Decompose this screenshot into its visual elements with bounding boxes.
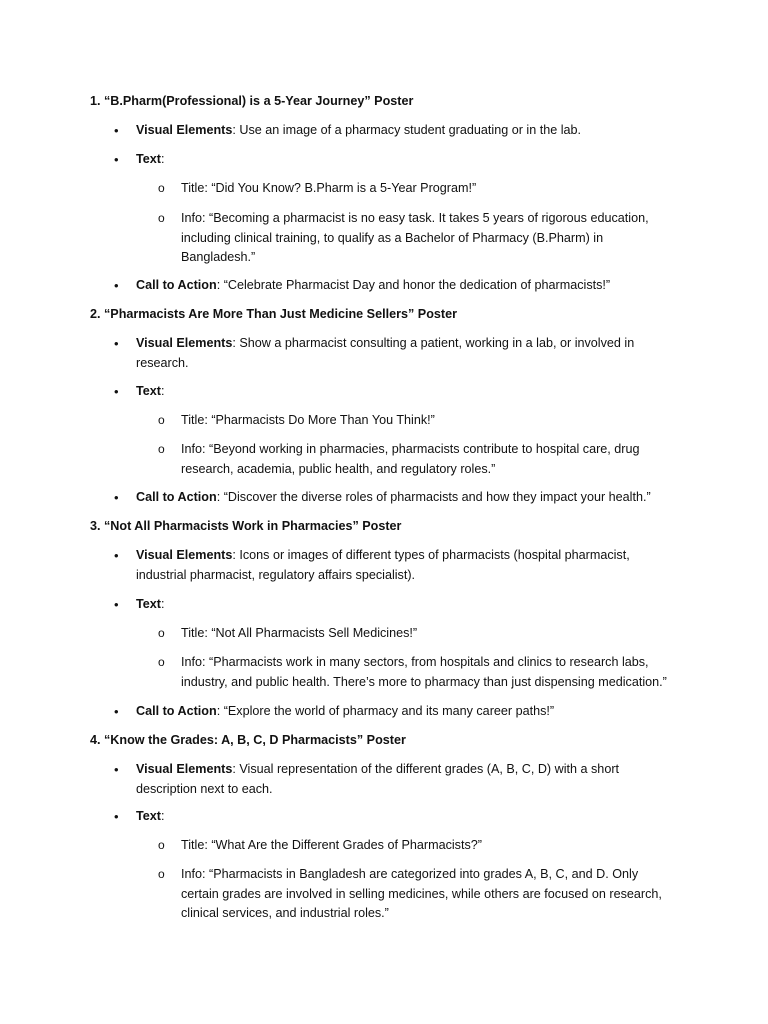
text-label: Text [136, 809, 161, 823]
sub-bullet-icon: o [158, 181, 165, 195]
bullet-icon: • [114, 597, 119, 612]
poster-info-text: Info: “Becoming a pharmacist is no easy task. It takes 5 years of rigorous education, including clinical training, to qualify as a Bachelor of Pharmacy (B.Pharm) in Bangladesh.” [181, 211, 649, 264]
poster-title-text: Title: “Not All Pharmacists Sell Medicines!” [181, 626, 418, 640]
bullet-text [136, 807, 656, 827]
visual-elements-label: Visual Elements [136, 548, 233, 562]
bullet-text [136, 150, 656, 170]
text-colon: : [160, 384, 165, 398]
bullet-text [136, 276, 656, 296]
sub-bullet-icon: o [158, 442, 165, 456]
bullet-icon: • [114, 336, 119, 351]
call-to-action-label: Call to Action [136, 278, 217, 292]
poster-title-text: Title: “Pharmacists Do More Than You Think!” [181, 413, 435, 427]
bullet-text [136, 760, 656, 799]
poster-info-text: Info: “Beyond working in pharmacies, pharmacists contribute to hospital care, drug research, academia, public health, and regulatory roles.” [181, 442, 640, 476]
bullet-icon: • [114, 548, 119, 563]
bullet-icon: • [114, 704, 119, 719]
sub-bullet-icon: o [158, 413, 165, 427]
visual-elements-text: : Icons or images of different types of pharmacists (hospital pharmacist, industrial pharmacist, regulatory affairs specialist). [136, 548, 630, 582]
sub-bullet-icon: o [158, 838, 165, 852]
poster-info-text: Info: “Pharmacists in Bangladesh are categorized into grades A, B, C, and D. Only certain grades are involved in selling medicines, while others are focused on research, clinical services, and industrial roles.” [181, 867, 662, 920]
text-colon: : [160, 809, 165, 823]
visual-elements-label: Visual Elements [136, 123, 233, 137]
bullet-icon: • [114, 762, 119, 777]
poster-title-text: Title: “Did You Know? B.Pharm is a 5-Year Program!” [181, 181, 477, 195]
section-heading-1: 1. “B.Pharm(Professional) is a 5-Year Journey” Poster [90, 94, 414, 108]
bullet-text [136, 488, 656, 508]
section-heading-2: 2. “Pharmacists Are More Than Just Medicine Sellers” Poster [90, 307, 457, 321]
sub-bullet-icon: o [158, 211, 165, 225]
bullet-text [136, 702, 656, 722]
visual-elements-text: : Use an image of a pharmacy student graduating or in the lab. [232, 123, 582, 137]
bullet-icon: • [114, 809, 119, 824]
visual-elements-label: Visual Elements [136, 336, 233, 350]
bullet-text [136, 334, 656, 373]
poster-title-text: Title: “What Are the Different Grades of Pharmacists?” [181, 838, 482, 852]
bullet-text [136, 595, 656, 615]
bullet-icon: • [114, 490, 119, 505]
sub-bullet-icon: o [158, 626, 165, 640]
bullet-icon: • [114, 278, 119, 293]
sub-bullet-icon: o [158, 867, 165, 881]
bullet-icon: • [114, 384, 119, 399]
section-heading-4: 4. “Know the Grades: A, B, C, D Pharmacists” Poster [90, 733, 406, 747]
poster-info-text: Info: “Pharmacists work in many sectors, from hospitals and clinics to research labs, industry, and public health. There’s more to pharmacy than just dispensing medication.” [181, 655, 667, 689]
text-label: Text [136, 152, 161, 166]
bullet-text [136, 546, 656, 585]
text-colon: : [160, 152, 165, 166]
visual-elements-text: : Visual representation of the different grades (A, B, C, D) with a short description next to each. [136, 762, 620, 796]
call-to-action-text: : “Explore the world of pharmacy and its many career paths!” [216, 704, 555, 718]
bullet-text [136, 121, 656, 141]
text-colon: : [160, 597, 165, 611]
text-label: Text [136, 597, 161, 611]
section-heading-3: 3. “Not All Pharmacists Work in Pharmacies” Poster [90, 519, 402, 533]
call-to-action-label: Call to Action [136, 490, 217, 504]
sub-bullet-icon: o [158, 655, 165, 669]
visual-elements-text: : Show a pharmacist consulting a patient, working in a lab, or involved in research. [136, 336, 635, 370]
bullet-icon: • [114, 152, 119, 167]
text-label: Text [136, 384, 161, 398]
call-to-action-text: : “Celebrate Pharmacist Day and honor the dedication of pharmacists!” [216, 278, 611, 292]
call-to-action-text: : “Discover the diverse roles of pharmacists and how they impact your health.” [216, 490, 651, 504]
call-to-action-label: Call to Action [136, 704, 217, 718]
visual-elements-label: Visual Elements [136, 762, 233, 776]
bullet-text [136, 382, 656, 402]
bullet-icon: • [114, 123, 119, 138]
